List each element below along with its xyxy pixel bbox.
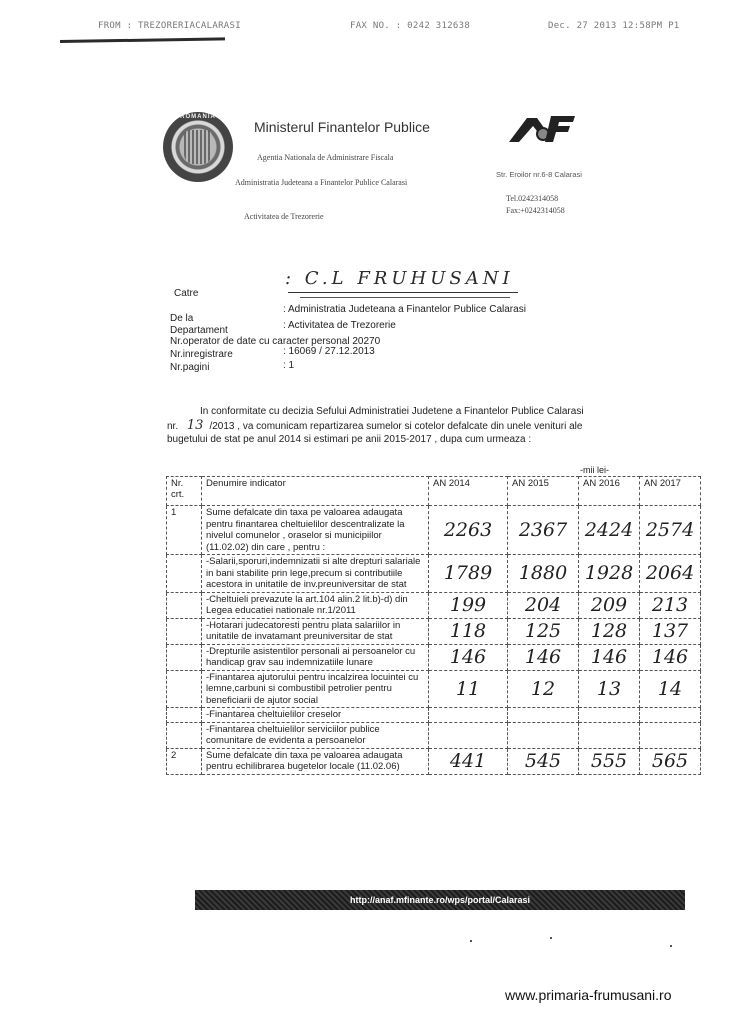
table-row	[167, 670, 701, 708]
field-label-catre: Catre	[174, 288, 199, 299]
indicator-description: -Finantarea cheltuielilor serviciilor publice comunitare de evidenta a persoanelor	[202, 722, 429, 748]
indicator-description: -Hotarari judecatoresti pentru plata salariilor in unitatile de invatamant preuniversitar de stat	[202, 618, 429, 644]
ministry-name: Ministerul Finantelor Publice	[254, 119, 430, 135]
row-number	[167, 670, 202, 708]
handwritten-value-an-2017: 213	[640, 592, 701, 618]
handwritten-value-an-2016	[579, 722, 640, 748]
handwritten-value-an-2016: 128	[579, 618, 640, 644]
handwritten-value-an-2015	[508, 722, 579, 748]
header-an-2015: AN 2015	[508, 477, 579, 506]
handwritten-value-an-2017: 14	[640, 670, 701, 708]
header-indicator: Denumire indicator	[202, 477, 429, 506]
recipient-underline-2	[300, 297, 510, 298]
fax-contact: Fax:+0242314058	[506, 206, 565, 215]
scan-speck	[470, 940, 472, 942]
indicator-description: -Cheltuieli prevazute la art.104 alin.2 lit.b)-d) din Legea educatiei nationale nr.1/2011	[202, 592, 429, 618]
field-value-inregistrare: : 16069 / 27.12.2013	[283, 346, 375, 357]
handwritten-value-an-2014: 11	[429, 670, 508, 708]
header-an-2017: AN 2017	[640, 477, 701, 506]
handwritten-value-an-2014: 146	[429, 644, 508, 670]
handwritten-value-an-2014: 118	[429, 618, 508, 644]
row-number	[167, 592, 202, 618]
anaf-url-banner: http://anaf.mfinante.ro/wps/portal/Calarasi	[195, 890, 685, 910]
handwritten-value-an-2016: 13	[579, 670, 640, 708]
scan-speck	[670, 945, 672, 947]
footer-website: www.primaria-frumusani.ro	[505, 987, 672, 1003]
handwritten-value-an-2016: 1928	[579, 555, 640, 593]
handwritten-value-an-2014	[429, 708, 508, 723]
table-row	[167, 618, 701, 644]
handwritten-value-an-2015: 146	[508, 644, 579, 670]
field-label-pagini: Nr.pagini	[170, 362, 210, 373]
handwritten-value-an-2016: 555	[579, 748, 640, 774]
fax-from: FROM : TREZORERIACALARASI	[98, 21, 241, 31]
handwritten-value-an-2017: 2574	[640, 506, 701, 555]
anaf-logo-icon	[507, 108, 577, 148]
indicator-description: Sume defalcate din taxa pe valoarea adaugata pentru finantarea cheltuielilor descentralizate la nivelul comunelor , oraselor si municipiilor (11.02.02) din care , pentru :	[202, 506, 429, 555]
handwritten-value-an-2015: 2367	[508, 506, 579, 555]
table-row	[167, 708, 701, 723]
agency-name: Agentia Nationala de Administrare Fiscala	[257, 153, 394, 162]
row-number	[167, 708, 202, 723]
handwritten-value-an-2015: 125	[508, 618, 579, 644]
telephone: Tel.0242314058	[506, 194, 559, 203]
body-nr-prefix: nr.	[167, 421, 179, 432]
handwritten-value-an-2014: 441	[429, 748, 508, 774]
administration-name: Administratia Judeteana a Finantelor Publice Calarasi	[235, 178, 408, 187]
handwritten-value-an-2017: 146	[640, 644, 701, 670]
recipient-underline	[288, 292, 518, 293]
redaction-mark	[60, 37, 225, 43]
handwritten-value-an-2016: 209	[579, 592, 640, 618]
handwritten-value-an-2017: 137	[640, 618, 701, 644]
recipient-handwritten: : C.L FRUHUSANI	[285, 268, 514, 289]
handwritten-value-an-2015	[508, 708, 579, 723]
row-number	[167, 722, 202, 748]
field-value-pagini: : 1	[283, 360, 295, 371]
handwritten-value-an-2014: 199	[429, 592, 508, 618]
indicator-description: Sume defalcate din taxa pe valoarea adaugata pentru echilibrarea bugetelor locale (11.02.06)	[202, 748, 429, 774]
scan-speck	[550, 937, 552, 939]
header-nr: Nr. crt.	[167, 477, 202, 506]
handwritten-value-an-2014: 1789	[429, 555, 508, 593]
handwritten-value-an-2014	[429, 722, 508, 748]
body-line-3: bugetului de stat pe anul 2014 si estimari pe anii 2015-2017 , dupa cum urmeaza :	[167, 434, 532, 445]
handwritten-value-an-2016	[579, 708, 640, 723]
field-label-de-la: De la	[170, 313, 194, 324]
handwritten-value-an-2016: 2424	[579, 506, 640, 555]
row-number	[167, 644, 202, 670]
body-line-2-rest: /2013 , va comunicam repartizarea sumelor si cotelor defalcate din unele venituri ale	[209, 421, 583, 432]
row-number	[167, 618, 202, 644]
table-row	[167, 592, 701, 618]
fax-number: FAX NO. : 0242 312638	[350, 21, 471, 31]
table-row	[167, 644, 701, 670]
handwritten-value-an-2017: 565	[640, 748, 701, 774]
header-an-2016: AN 2016	[579, 477, 640, 506]
handwritten-value-an-2015: 1880	[508, 555, 579, 593]
row-number: 1	[167, 506, 202, 555]
handwritten-value-an-2017	[640, 722, 701, 748]
field-operator: Nr.operator de date cu caracter personal 20270	[170, 336, 381, 347]
table-row	[167, 748, 701, 774]
row-number: 2	[167, 748, 202, 774]
table-row	[167, 722, 701, 748]
header-an-2014: AN 2014	[429, 477, 508, 506]
allocation-table	[166, 476, 701, 775]
fax-datetime: Dec. 27 2013 12:58PM P1	[548, 21, 680, 31]
seal-text: ROMANIA	[180, 114, 216, 120]
address: Str. Eroilor nr.6-8 Calarasi	[496, 170, 582, 179]
coat-of-arms-icon	[184, 130, 212, 164]
decision-number: 13	[186, 418, 204, 433]
table-row	[167, 555, 701, 593]
handwritten-value-an-2017	[640, 708, 701, 723]
handwritten-value-an-2016: 146	[579, 644, 640, 670]
handwritten-value-an-2015: 204	[508, 592, 579, 618]
table-row	[167, 506, 701, 555]
activity-name: Activitatea de Trezorerie	[244, 212, 324, 221]
indicator-description: -Salarii,sporuri,indemnizatii si alte drepturi salariale in bani stabilite prin lege,precum si contributiile acestora in unitatile de inv.preuniversitar de stat	[202, 555, 429, 593]
field-label-departament: Departament	[170, 325, 228, 336]
body-line-1: In conformitate cu decizia Sefului Administratiei Judetene a Finantelor Publice Calarasi	[200, 406, 584, 417]
indicator-description: -Finantarea ajutorului pentru incalzirea locuintei cu lemne,carbuni si combustibil petrolier pentru beneficiarii de ajutor social	[202, 670, 429, 708]
field-label-inregistrare: Nr.inregistrare	[170, 349, 233, 360]
field-value-de-la: : Administratia Judeteana a Finantelor Publice Calarasi	[283, 304, 526, 315]
body-line-2	[167, 419, 582, 434]
row-number	[167, 555, 202, 593]
handwritten-value-an-2014: 2263	[429, 506, 508, 555]
field-value-departament: : Activitatea de Trezorerie	[283, 320, 396, 331]
handwritten-value-an-2017: 2064	[640, 555, 701, 593]
handwritten-value-an-2015: 12	[508, 670, 579, 708]
handwritten-value-an-2015: 545	[508, 748, 579, 774]
ministry-seal	[163, 112, 233, 182]
unit-label: -mii lei-	[580, 465, 609, 475]
table-header-row	[167, 477, 701, 506]
indicator-description: -Finantarea cheltuielilor creselor	[202, 708, 429, 723]
indicator-description: -Drepturile asistentilor personali ai persoanelor cu handicap grav sau indemnizatiile lunare	[202, 644, 429, 670]
